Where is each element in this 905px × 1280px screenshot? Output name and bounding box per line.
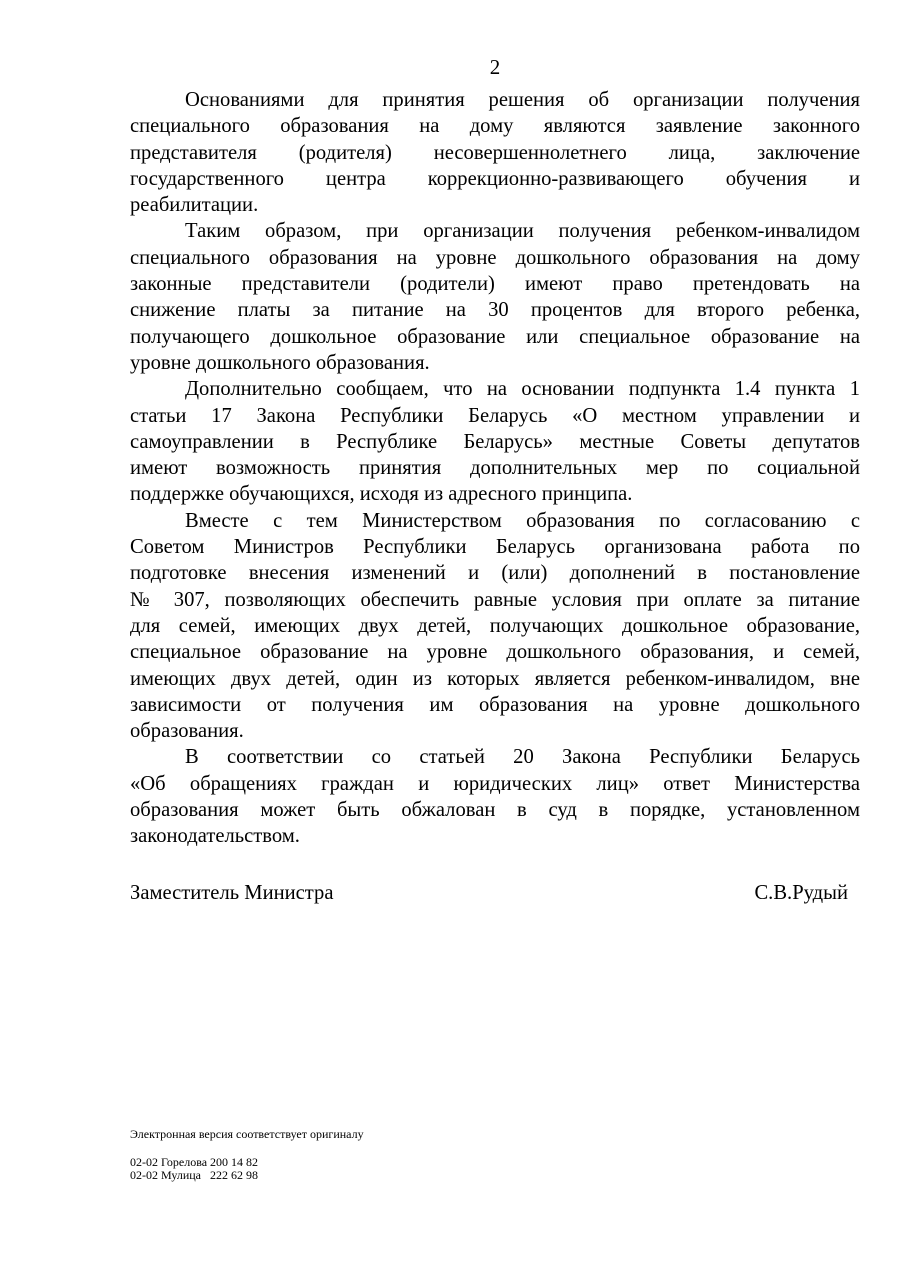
signatory-name: С.В.Рудый [754,882,848,904]
text-line: подготовке внесения изменений и (или) дополнений в постановление [130,562,860,585]
text-line: поддержке обучающихся, исходя из адресного принципа. [130,483,633,506]
text-line: снижение платы за питание на 30 процентов для второго ребенка, [130,299,860,322]
text-line: самоуправлении в Республике Беларусь» местные Советы депутатов [130,430,860,453]
signature-block [130,882,848,905]
text-line: зависимости от получения им образования на уровне дошкольного [130,693,860,716]
text-line: представителя (родителя) несовершеннолетнего лица, заключение [130,141,860,164]
text-line: Советом Министров Республики Беларусь организована работа по [130,536,860,559]
text-line: Дополнительно сообщаем, что на основании подпункта 1.4 пункта 1 [185,378,860,401]
text-line: статьи 17 Закона Республики Беларусь «О местном управлении и [130,404,860,427]
footer-note: Электронная версия соответствует оригиналу [130,1127,364,1141]
paragraph [130,87,860,218]
text-line: специального образования на уровне дошкольного образования на дому [130,246,860,269]
paragraph [130,744,860,849]
page-number: 2 [489,55,501,79]
text-line: законодательством. [130,825,300,848]
text-line: реабилитации. [130,194,259,217]
text-line: специальное образование на уровне дошкольного образования, и семей, [130,641,860,664]
text-line: образования. [130,720,244,743]
text-line: Вместе с тем Министерством образования по согласованию с [185,509,860,532]
text-line: законные представители (родители) имеют право претендовать на [130,273,860,296]
text-line: № 307, позволяющих обеспечить равные условия при оплате за питание [130,588,860,611]
signatory-position: Заместитель Министра [130,882,334,904]
text-line: В соответствии со статьей 20 Закона Республики Беларусь [185,746,860,769]
text-line: образования может быть обжалован в суд в порядке, установленном [130,799,860,822]
paragraph [130,376,860,507]
text-line: уровне дошкольного образования. [130,351,430,374]
paragraph [130,508,860,745]
text-line: имеющих двух детей, один из которых является ребенком-инвалидом, вне [130,667,860,690]
text-line: для семей, имеющих двух детей, получающих дошкольное образование, [130,614,860,637]
text-line: получающего дошкольное образование или специальное образование на [130,325,860,348]
text-line: специального образования на дому являются заявление законного [130,115,860,138]
letter-body [130,87,860,850]
text-line: государственного центра коррекционно-развивающего обучения и [130,167,860,190]
paragraph [130,218,860,376]
text-line: имеют возможность принятия дополнительных мер по социальной [130,457,860,480]
text-line: Основаниями для принятия решения об организации получения [185,89,860,111]
footer-contact: 02-02 Горелова 200 14 82 [130,1155,259,1169]
footer-contact: 02-02 Мулица 222 62 98 [130,1168,258,1182]
text-line: Таким образом, при организации получения ребенком-инвалидом [185,220,860,243]
text-line: «Об обращениях граждан и юридических лиц» ответ Министерства [130,772,860,795]
